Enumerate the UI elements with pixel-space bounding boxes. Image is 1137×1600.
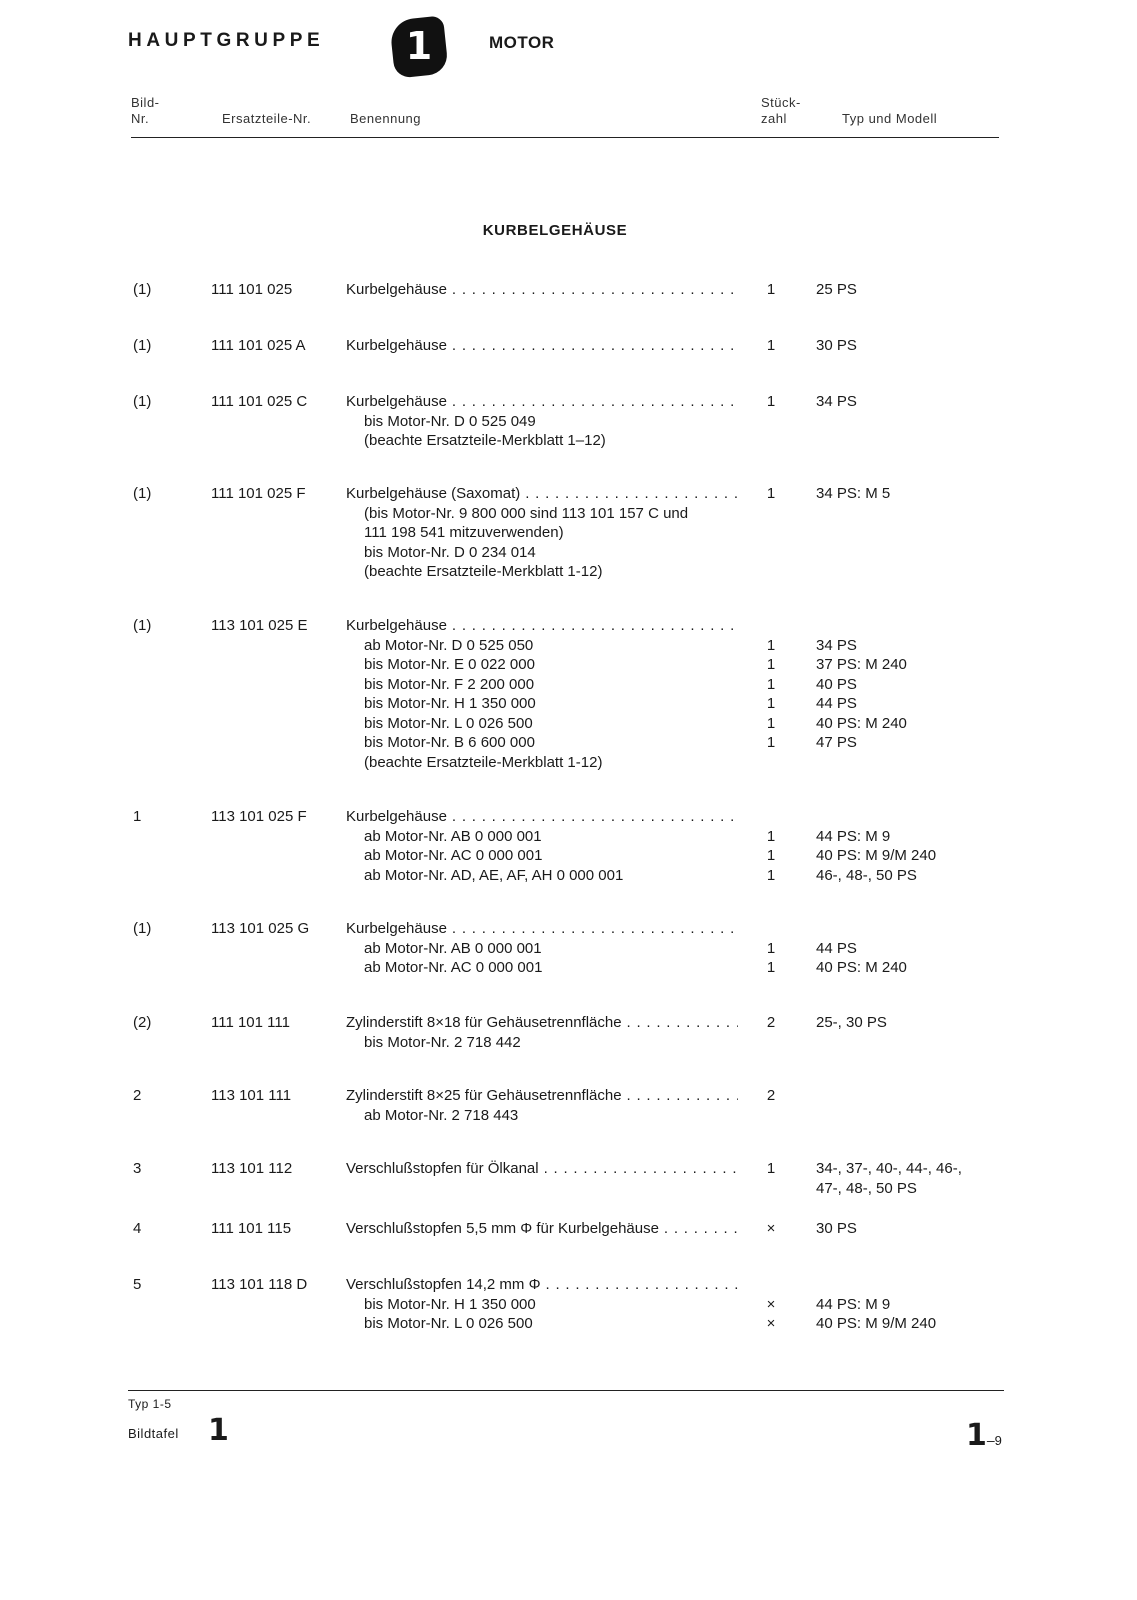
typ-modell: 40 PS: M 9/M 240 (816, 847, 937, 864)
col-bild-header (131, 95, 160, 127)
bild-nr: 2 (133, 1087, 142, 1104)
parts-entry (0, 920, 1137, 979)
stueckzahl: 1 (766, 959, 776, 976)
group-title: MOTOR (489, 33, 555, 52)
bild-nr: (1) (133, 617, 152, 634)
bild-nr: 3 (133, 1160, 142, 1177)
stueckzahl: 1 (766, 393, 776, 410)
parts-line (0, 1180, 1137, 1200)
benennung: Kurbelgehäuse . . . (346, 281, 738, 298)
col-bild-line1: Bild- (131, 95, 160, 110)
benennung-detail: ab Motor-Nr. AB 0 000 001 (364, 827, 542, 845)
parts-line (0, 754, 1137, 774)
parts-line (0, 1220, 1137, 1240)
parts-line (0, 432, 1137, 452)
benennung-detail: bis Motor-Nr. F 2 200 000 (364, 675, 535, 693)
bildtafel-label: Bildtafel (128, 1426, 179, 1441)
col-ersatzteile-header: Ersatzteile-Nr. (222, 111, 312, 126)
stueckzahl: 1 (766, 656, 776, 673)
parts-line (0, 715, 1137, 735)
benennung: Kurbelgehäuse (Saxomat) . . . (346, 485, 738, 502)
benennung-detail: bis Motor-Nr. L 0 026 500 (364, 714, 533, 732)
typ-modell: 44 PS (816, 695, 857, 712)
bild-nr: (1) (133, 281, 152, 298)
parts-line (0, 1014, 1137, 1034)
benennung-detail: bis Motor-Nr. H 1 350 000 (364, 695, 536, 712)
parts-entry (0, 1014, 1137, 1053)
hauptgruppe-label: HAUPTGRUPPE (128, 30, 325, 51)
parts-entry (0, 1087, 1137, 1126)
benennung-detail: ab Motor-Nr. AD, AE, AF, AH 0 000 001 (364, 866, 624, 884)
typ-modell: 34 PS (816, 636, 857, 654)
group-number-badge (392, 18, 448, 78)
ersatzteile-nr: 113 101 025 E (211, 617, 308, 634)
ersatzteile-nr: 113 101 118 D (211, 1276, 308, 1293)
parts-entry (0, 1220, 1137, 1240)
typ-modell: 44 PS: M 9 (816, 827, 891, 845)
stueckzahl: × (766, 1220, 776, 1237)
parts-line (0, 1107, 1137, 1127)
parts-line (0, 808, 1137, 828)
benennung-detail: bis Motor-Nr. D 0 234 014 (364, 543, 536, 561)
parts-entry (0, 1276, 1137, 1335)
stueckzahl: 1 (766, 714, 776, 732)
parts-line (0, 1315, 1137, 1335)
typ-modell: 44 PS: M 9 (816, 1295, 891, 1313)
parts-line (0, 695, 1137, 715)
bildtafel-number: 1 (208, 1413, 229, 1448)
typ-modell: 40 PS (816, 675, 857, 693)
col-typ-header: Typ und Modell (842, 111, 938, 126)
benennung-detail: bis Motor-Nr. 2 718 442 (364, 1033, 521, 1051)
ersatzteile-nr: 113 101 025 G (211, 920, 310, 937)
bild-nr: 1 (133, 808, 142, 825)
typ-modell: 46-, 48-, 50 PS (816, 866, 917, 884)
benennung-detail: (bis Motor-Nr. 9 800 000 sind 113 101 157 C und (364, 504, 689, 522)
parts-line (0, 1087, 1137, 1107)
benennung-detail: bis Motor-Nr. D 0 525 049 (364, 412, 536, 430)
benennung-detail: ab Motor-Nr. AC 0 000 001 (364, 959, 543, 976)
stueckzahl: 1 (766, 1160, 776, 1177)
stueckzahl: 1 (766, 939, 776, 957)
stueckzahl: 1 (766, 847, 776, 864)
parts-line (0, 485, 1137, 505)
typ-modell: 25 PS (816, 281, 857, 298)
parts-line (0, 920, 1137, 940)
benennung-detail: (beachte Ersatzteile-Merkblatt 1-12) (364, 753, 603, 771)
ersatzteile-nr: 113 101 112 (211, 1160, 293, 1177)
stueckzahl: 1 (766, 695, 776, 712)
parts-line (0, 393, 1137, 413)
bild-nr: (1) (133, 393, 152, 410)
benennung-detail: bis Motor-Nr. H 1 350 000 (364, 1295, 536, 1313)
stueckzahl: 1 (766, 281, 776, 298)
typ-modell: 34 PS: M 5 (816, 485, 891, 502)
bild-nr: 5 (133, 1276, 142, 1293)
benennung: Kurbelgehäuse . . . (346, 617, 738, 634)
col-stueck-line1: Stück- (761, 95, 801, 110)
typ-modell: 34 PS (816, 393, 857, 410)
benennung-detail: bis Motor-Nr. L 0 026 500 (364, 1315, 533, 1332)
parts-entry (0, 485, 1137, 583)
parts-entry (0, 393, 1137, 452)
bild-nr: (1) (133, 485, 152, 502)
group-number: 1 (405, 24, 433, 68)
stueckzahl: × (766, 1315, 776, 1332)
parts-line (0, 676, 1137, 696)
parts-line (0, 637, 1137, 657)
stueckzahl: 1 (766, 827, 776, 845)
benennung-detail: (beachte Ersatzteile-Merkblatt 1–12) (364, 432, 606, 449)
benennung-detail: ab Motor-Nr. D 0 525 050 (364, 636, 534, 654)
benennung-detail: ab Motor-Nr. 2 718 443 (364, 1106, 519, 1124)
col-benennung-header: Benennung (350, 111, 422, 126)
parts-line (0, 1034, 1137, 1054)
bild-nr: (1) (133, 337, 152, 354)
stueckzahl: 1 (766, 636, 776, 654)
bild-nr: (2) (133, 1014, 152, 1031)
parts-line (0, 656, 1137, 676)
benennung: Zylinderstift 8×25 für Gehäusetrennfläche . . . (346, 1087, 738, 1104)
col-stueck-line2: zahl (761, 111, 787, 126)
stueckzahl: 1 (766, 485, 776, 502)
bild-nr: (1) (133, 920, 152, 937)
benennung: Verschlußstopfen für Ölkanal . . . (346, 1160, 738, 1177)
benennung: Kurbelgehäuse . . . (346, 393, 738, 410)
parts-line (0, 413, 1137, 433)
typ-modell: 40 PS: M 240 (816, 959, 907, 976)
ersatzteile-nr: 111 101 115 (211, 1220, 292, 1237)
benennung: Kurbelgehäuse . . . (346, 920, 738, 937)
benennung: Verschlußstopfen 14,2 mm Φ . . . (346, 1276, 738, 1293)
ersatzteile-nr: 111 101 025 A (211, 337, 306, 354)
col-stueck-header (761, 95, 801, 127)
parts-entry (0, 1160, 1137, 1199)
parts-line (0, 940, 1137, 960)
stueckzahl: 1 (766, 337, 776, 354)
typ-modell: 37 PS: M 240 (816, 656, 907, 673)
header-rule (131, 137, 999, 138)
typ-modell: 40 PS: M 9/M 240 (816, 1315, 937, 1332)
typ-modell: 44 PS (816, 939, 857, 957)
typ-modell: 40 PS: M 240 (816, 714, 907, 732)
parts-line (0, 524, 1137, 544)
page-number-dash: – (986, 1432, 995, 1448)
benennung-detail: ab Motor-Nr. AC 0 000 001 (364, 847, 543, 864)
ersatzteile-nr: 111 101 111 (211, 1014, 290, 1031)
parts-line (0, 1296, 1137, 1316)
col-bild-line2: Nr. (131, 111, 150, 126)
parts-entry (0, 808, 1137, 886)
benennung-detail: (beachte Ersatzteile-Merkblatt 1-12) (364, 563, 603, 580)
benennung-detail: bis Motor-Nr. E 0 022 000 (364, 656, 535, 673)
parts-line (0, 828, 1137, 848)
benennung: Kurbelgehäuse . . . (346, 808, 738, 825)
section-title: KURBELGEHÄUSE (482, 222, 628, 239)
parts-entry (0, 281, 1137, 301)
parts-line (0, 847, 1137, 867)
parts-line (0, 1276, 1137, 1296)
footer-typ: Typ 1-5 (128, 1397, 172, 1411)
typ-modell: 25-, 30 PS (816, 1014, 887, 1031)
parts-line (0, 867, 1137, 887)
parts-entry (0, 337, 1137, 357)
benennung-detail: bis Motor-Nr. B 6 600 000 (364, 734, 535, 751)
page-number (966, 1418, 1002, 1453)
parts-line (0, 1160, 1137, 1180)
benennung: Verschlußstopfen 5,5 mm Φ für Kurbelgehäuse . . . (346, 1220, 738, 1237)
typ-modell: 30 PS (816, 337, 857, 354)
footer-rule (128, 1390, 1004, 1391)
stueckzahl: 1 (766, 675, 776, 693)
page-number-main: 1 (966, 1418, 987, 1453)
benennung: Kurbelgehäuse . . . (346, 337, 738, 354)
ersatzteile-nr: 111 101 025 F (211, 485, 306, 502)
ersatzteile-nr: 113 101 111 (211, 1087, 292, 1104)
ersatzteile-nr: 111 101 025 C (211, 393, 308, 410)
ersatzteile-nr: 111 101 025 (211, 281, 293, 298)
stueckzahl: 2 (766, 1087, 776, 1104)
typ-modell: 47 PS (816, 734, 857, 751)
stueckzahl: 1 (766, 734, 776, 751)
benennung-detail: 111 198 541 mitzuverwenden) (364, 524, 564, 541)
parts-line (0, 563, 1137, 583)
parts-line (0, 617, 1137, 637)
benennung: Zylinderstift 8×18 für Gehäusetrennfläche . . . (346, 1014, 738, 1031)
parts-line (0, 734, 1137, 754)
stueckzahl: 1 (766, 866, 776, 884)
ersatzteile-nr: 113 101 025 F (211, 808, 307, 825)
benennung-detail: ab Motor-Nr. AB 0 000 001 (364, 939, 542, 957)
parts-line (0, 281, 1137, 301)
bild-nr: 4 (133, 1220, 142, 1237)
parts-entry (0, 617, 1137, 773)
parts-line (0, 337, 1137, 357)
stueckzahl: 2 (766, 1014, 776, 1031)
typ-modell: 30 PS (816, 1220, 857, 1237)
parts-line (0, 544, 1137, 564)
typ-modell: 34-, 37-, 40-, 44-, 46-, (816, 1160, 962, 1177)
typ-modell: 47-, 48-, 50 PS (816, 1179, 917, 1197)
parts-line (0, 959, 1137, 979)
stueckzahl: × (766, 1295, 776, 1313)
parts-line (0, 505, 1137, 525)
page-number-sub: 9 (994, 1433, 1002, 1448)
